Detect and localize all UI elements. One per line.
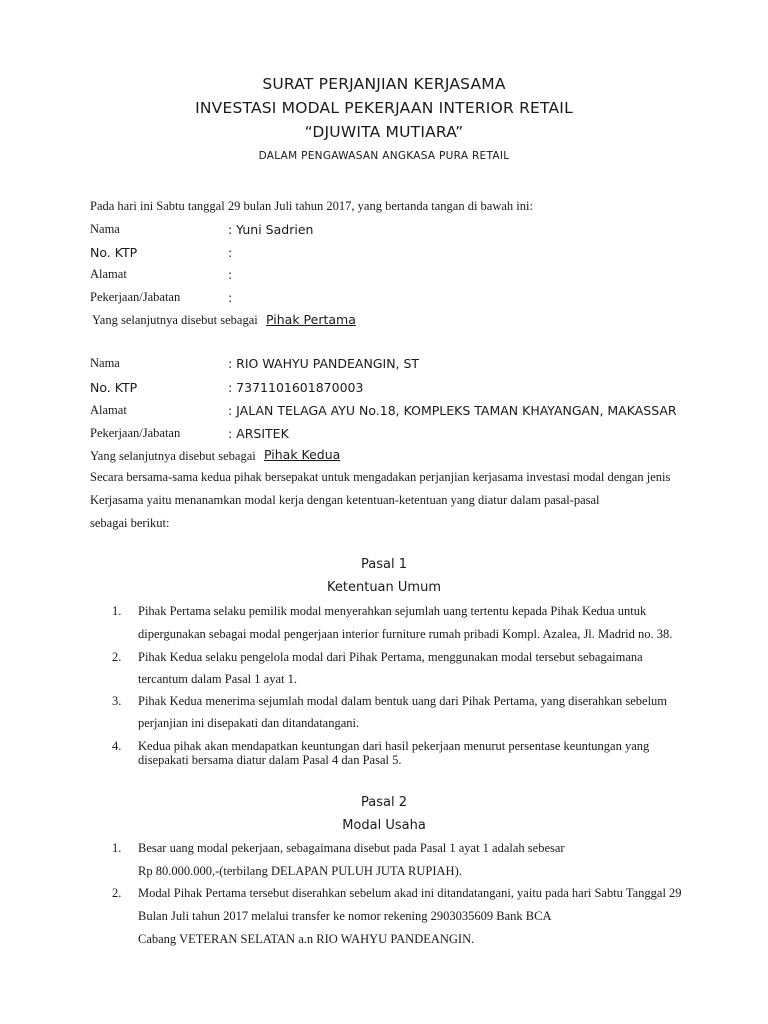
pasal1-item4-line1: Kedua pihak akan mendapatkan keuntungan dari hasil pekerjaan menurut persentase keuntungan yang (138, 739, 650, 753)
pasal2-item1-line1: Besar uang modal pekerjaan, sebagaimana disebut pada Pasal 1 ayat 1 adalah sebesar (138, 841, 565, 855)
party2-alamat-label: Alamat (90, 403, 127, 417)
intro-text: Pada hari ini Sabtu tanggal 29 bulan Juli tahun 2017, yang bertanda tangan di bawah ini: (90, 199, 533, 213)
party2-alamat-value: : JALAN TELAGA AYU No.18, KOMPLEKS TAMAN KHAYANGAN, MAKASSAR (228, 403, 677, 418)
party1-nama-value: : Yuni Sadrien (228, 222, 314, 237)
doc-subtitle: DALAM PENGAWASAN ANGKASA PURA RETAIL (258, 150, 510, 162)
pasal1-item3-line2: perjanjian ini disepakati dan ditandatangani. (138, 716, 360, 730)
pasal1-item2-line2: tercantum dalam Pasal 1 ayat 1. (138, 672, 297, 686)
pasal2-item2-line2: Bulan Juli tahun 2017 melalui transfer ke nomor rekening 2903035609 Bank BCA (138, 909, 552, 923)
doc-title-line1: SURAT PERJANJIAN KERJASAMA (262, 75, 506, 93)
party2-pekerjaan-value: : ARSITEK (228, 426, 289, 441)
party1-designation: Pihak Pertama (266, 312, 356, 327)
pasal1-item4-line2: disepakati bersama diatur dalam Pasal 4 dan Pasal 5. (138, 753, 402, 767)
pasal2-item1-num: 1. (112, 841, 122, 855)
pasal2-title: Modal Usaha (342, 818, 426, 833)
doc-title-line3: “DJUWITA MUTIARA” (304, 123, 464, 141)
pasal1-item1-num: 1. (112, 604, 122, 618)
pasal2-number: Pasal 2 (361, 795, 407, 810)
party1-pekerjaan-label: Pekerjaan/Jabatan (90, 290, 181, 304)
pasal2-item2-line1: Modal Pihak Pertama tersebut diserahkan sebelum akad ini ditandatangani, yaitu pada hari Sabtu Tanggal 29 (138, 886, 682, 900)
pasal2-item2-line3: Cabang VETERAN SELATAN a.n RIO WAHYU PANDEANGIN. (138, 932, 475, 946)
party2-nama-label: Nama (90, 356, 120, 370)
pasal1-number: Pasal 1 (361, 557, 407, 572)
party1-alamat-label: Alamat (90, 267, 127, 281)
pasal1-item4-num: 4. (112, 739, 122, 753)
pasal1-item1-line2: dipergunakan sebagai modal pengerjaan interior furniture rumah pribadi Kompl. Azalea, Jl. Madrid no. 38. (138, 627, 673, 641)
pasal1-item1-line1: Pihak Pertama selaku pemilik modal menyerahkan sejumlah uang tertentu kepada Pihak Kedua untuk (138, 604, 647, 618)
party2-pekerjaan-label: Pekerjaan/Jabatan (90, 426, 181, 440)
agreement-line2: Kerjasama yaitu menanamkan modal kerja dengan ketentuan-ketentuan yang diatur dalam pasal-pasal (90, 493, 600, 507)
party1-pekerjaan-value: : (228, 290, 233, 305)
pasal2-item2-num: 2. (112, 886, 122, 900)
pasal1-item2-num: 2. (112, 650, 122, 664)
party2-designation-prefix: Yang selanjutnya disebut sebagai (90, 449, 256, 463)
party2-ktp-label: No. KTP (90, 380, 138, 395)
party2-ktp-value: : 7371101601870003 (228, 380, 364, 395)
pasal1-title: Ketentuan Umum (327, 580, 441, 595)
agreement-line1: Secara bersama-sama kedua pihak bersepakat untuk mengadakan perjanjian kerjasama investasi modal dengan jenis (90, 470, 671, 484)
party2-nama-value: : RIO WAHYU PANDEANGIN, ST (228, 356, 420, 371)
party1-designation-prefix: Yang selanjutnya disebut sebagai (92, 313, 258, 327)
party1-ktp-label: No. KTP (90, 245, 138, 260)
agreement-line3: sebagai berikut: (90, 516, 170, 530)
party1-nama-label: Nama (90, 222, 120, 236)
pasal1-item2-line1: Pihak Kedua selaku pengelola modal dari Pihak Pertama, menggunakan modal tersebut sebagaimana (138, 650, 643, 664)
doc-title-line2: INVESTASI MODAL PEKERJAAN INTERIOR RETAIL (195, 99, 573, 117)
party2-designation: Pihak Kedua (264, 447, 341, 462)
pasal1-item3-num: 3. (112, 694, 122, 708)
party1-ktp-value: : (228, 245, 233, 260)
pasal2-item1-line2: Rp 80.000.000,-(terbilang DELAPAN PULUH JUTA RUPIAH). (138, 864, 462, 878)
party1-alamat-value: : (228, 267, 233, 282)
pasal1-item3-line1: Pihak Kedua menerima sejumlah modal dalam bentuk uang dari Pihak Pertama, yang diserahkan sebelum (138, 694, 668, 708)
